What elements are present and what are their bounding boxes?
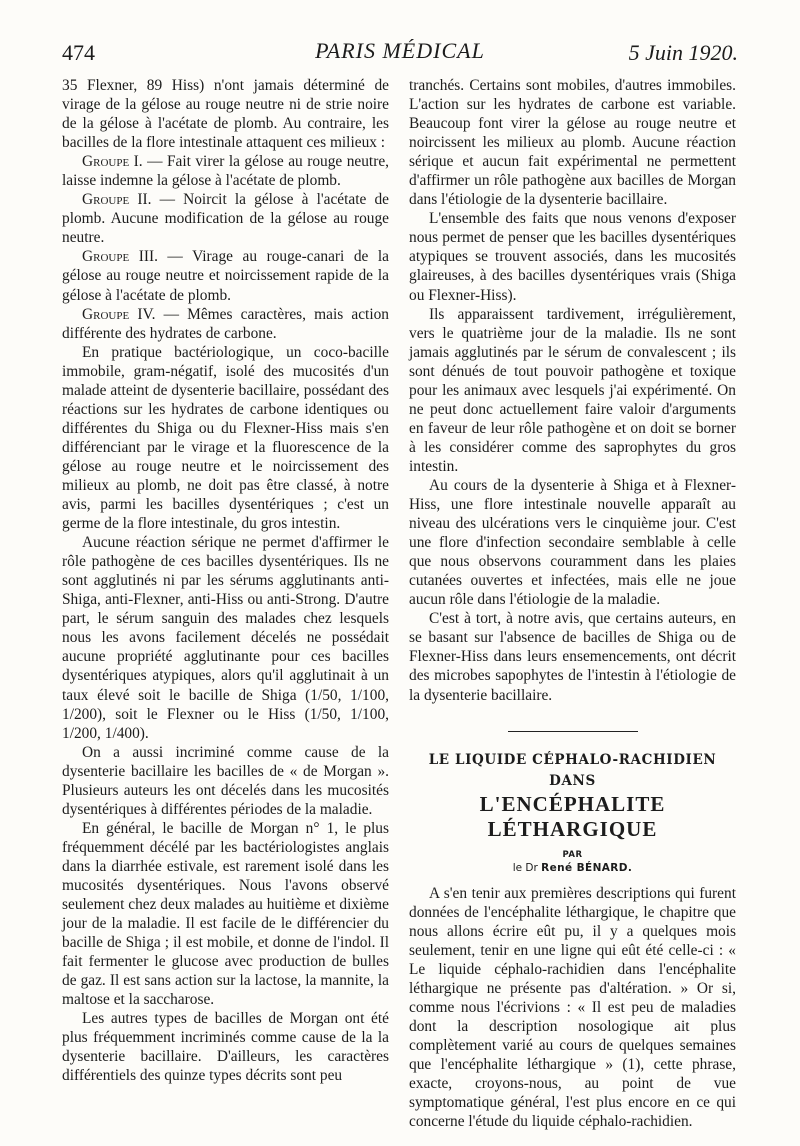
group-1-paragraph bbox=[62, 152, 389, 190]
group-text: — Mêmes caractères, mais action différente des hydrates de carbone. bbox=[62, 305, 389, 342]
paragraph: Les autres types de bacilles de Morgan ont été plus fréquemment incriminés comme cause de la la dysenterie bacillaire. D'ailleurs, les caractères différentiels des quinze types décrits sont peu bbox=[62, 1010, 389, 1085]
article-title-line-3: L'ENCÉPHALITE bbox=[479, 791, 666, 816]
paragraph: On a aussi incriminé comme cause de la dysenterie bacillaire les bacilles de « de Morgan ». Plusieurs auteurs les ont décelés dans les mucosités dysentériques à différentes périodes de la maladie. bbox=[62, 743, 389, 818]
paragraph: En général, le bacille de Morgan n° 1, le plus fréquemment décélé par les bactériologistes anglais dans la diarrhée estivale, est rarement isolé dans les mucosités dysentériques. Nous l'avons observé seulement chez deux malades au huitième et dixième jour de la maladie. Il est facile de le différencier du bacille de Shiga ; il est mobile, et donne de l'indol. Il fait fermenter le glucose avec production de bulles de gaz. Il est sans action sur la lactose, la mannite, la maltose et la saccharose. bbox=[62, 819, 389, 1009]
group-4-paragraph bbox=[62, 305, 389, 343]
article-title-line-2: DANS bbox=[549, 772, 596, 789]
group-label: Groupe II. bbox=[82, 191, 152, 209]
paragraph: Au cours de la dysenterie à Shiga et à Flexner-Hiss, une flore intestinale nouvelle apparaît au niveau des ulcérations vers le cinquième jour. C'est une flore d'infection secondaire semblable à celle que nous observons couramment dans les plaies cutanées ouvertes et infectées, mais elle ne joue aucun rôle dans l'étiologie de la maladie. bbox=[409, 476, 736, 609]
right-column bbox=[409, 76, 736, 1131]
group-label: Groupe III. bbox=[82, 248, 158, 266]
article-author bbox=[409, 861, 736, 876]
author-prefix: le Dr bbox=[512, 861, 542, 874]
page-number: 474 bbox=[62, 40, 95, 65]
group-2-paragraph bbox=[62, 190, 389, 247]
article-by: PAR bbox=[562, 849, 583, 860]
group-text: — Virage au rouge-canari de la gélose au rouge neutre et noircissement rapide de la gélose à l'acétate de plomb. bbox=[62, 248, 389, 304]
journal-title: PARIS MÉDICAL bbox=[315, 38, 485, 63]
article-title-line-1: LE LIQUIDE CÉPHALO-RACHIDIEN bbox=[428, 751, 717, 768]
group-text: — Noircit la gélose à l'acétate de plomb. Aucune modification de la gélose au rouge neutre. bbox=[62, 191, 390, 247]
paragraph: L'ensemble des faits que nous venons d'exposer nous permet de penser que les bacilles dysentériques atypiques se trouvent associés, dans les mucosités glaireuses, à des bacilles dysentériques vrais (Shiga ou Flexner-Hiss). bbox=[409, 210, 736, 304]
paragraph: A s'en tenir aux premières descriptions qui furent données de l'encéphalite léthargique, le chapitre que nous allons écrire eût pu, il y a quelques mois seulement, tenir en une ligne qui eût été celle-ci : « Le liquide céphalo-rachidien dans l'encéphalite léthargique ne présente pas d'altération. » Or si, comme nous l'écrivions : « Il est peu de maladies dont la description nosologique ait plus complètement varié au cours de quelques semaines que l'encéphalite léthargique » (1), cette phrase, exacte, croyons-nous, au point de vue symptomatique général, l'est plus encore en ce qui concerne l'étude du liquide céphalo-rachidien. bbox=[409, 884, 736, 1131]
group-3-paragraph bbox=[62, 247, 389, 304]
author-name: René BÉNARD. bbox=[541, 861, 633, 874]
paragraph: tranchés. Certains sont mobiles, d'autres immobiles. L'action sur les hydrates de carbone est variable. Beaucoup font virer la gélose au rouge neutre et noircissent les milieux au plomb. Aucune réaction sérique et aucun fait expérimental ne permettent d'affirmer un rôle pathogène aux bacilles de Morgan dans l'étiologie de la dysenterie bacillaire. bbox=[409, 77, 736, 209]
group-label: Groupe IV. bbox=[82, 305, 156, 323]
group-label: Groupe I. bbox=[82, 153, 143, 171]
issue-date: 5 Juin 1920. bbox=[628, 40, 738, 65]
paragraph: Ils apparaissent tardivement, irrégulièrement, vers le quatrième jour de la maladie. Ils ne sont jamais agglutinés par le sérum de convalescent ; ils sont dénués de tout pouvoir pathogène et toxique pour les animaux avec lesquels j'ai expérimenté. On ne peut donc actuellement faire valoir d'arguments en faveur de leur rôle pathogène et on doit se borner à les considérer comme des saprophytes du gros intestin. bbox=[409, 305, 736, 475]
paragraph: 35 Flexner, 89 Hiss) n'ont jamais déterminé de virage de la gélose au rouge neutre ni de strie noire de la gélose à l'acétate de plomb. Au contraire, les bacilles de la flore intestinale attaquent ces milieux : bbox=[62, 77, 389, 152]
running-header bbox=[62, 38, 738, 68]
paragraph: C'est à tort, à notre avis, que certains auteurs, en se basant sur l'absence de bacilles de Shiga ou de Flexner-Hiss dans leurs ensemencements, ont décrit des microbes sapophytes de l'intestin à l'étiologie de la dysenterie bacillaire. bbox=[409, 610, 736, 704]
group-text: — Fait virer la gélose au rouge neutre, laisse indemne la gélose à l'acétate de plomb. bbox=[62, 153, 390, 190]
section-divider bbox=[508, 731, 638, 732]
paragraph: En pratique bactériologique, un coco-bacille immobile, gram-négatif, isolé des mucosités d'un malade atteint de dysenterie bacillaire, possédant des réactions sur les hydrates de carbone identiques ou différentes du Shiga ou du Flexner-Hiss mais s'en différenciant par le virage et la fluorescence de la gélose au rouge neutre et le noircissement des milieux au plomb, ne doit pas être classé, à notre avis, parmi les bacilles dysentériques ; c'est un germe de la flore intestinale, du gros intestin. bbox=[62, 343, 389, 533]
left-column bbox=[62, 76, 389, 1085]
article-title-line-4: LÉTHARGIQUE bbox=[487, 816, 658, 841]
paragraph: Aucune réaction sérique ne permet d'affirmer le rôle pathogène de ces bacilles dysentériques. Ils ne sont agglutinés ni par les sérums agglutinants anti-Shiga, anti-Flexner, anti-Hiss ou anti-Strong. D'autre part, le sérum sanguin des malades chez lesquels nous les avons facilement décelés ne possédait aucune propriété agglutinante pour ces bacilles dysentériques atypiques, alors qu'il agglutinait à un taux élevé soit le bacille de Shiga (1/50, 1/100, 1/200), soit le Flexner ou le Hiss (1/50, 1/100, 1/200, 1/400). bbox=[62, 534, 389, 742]
